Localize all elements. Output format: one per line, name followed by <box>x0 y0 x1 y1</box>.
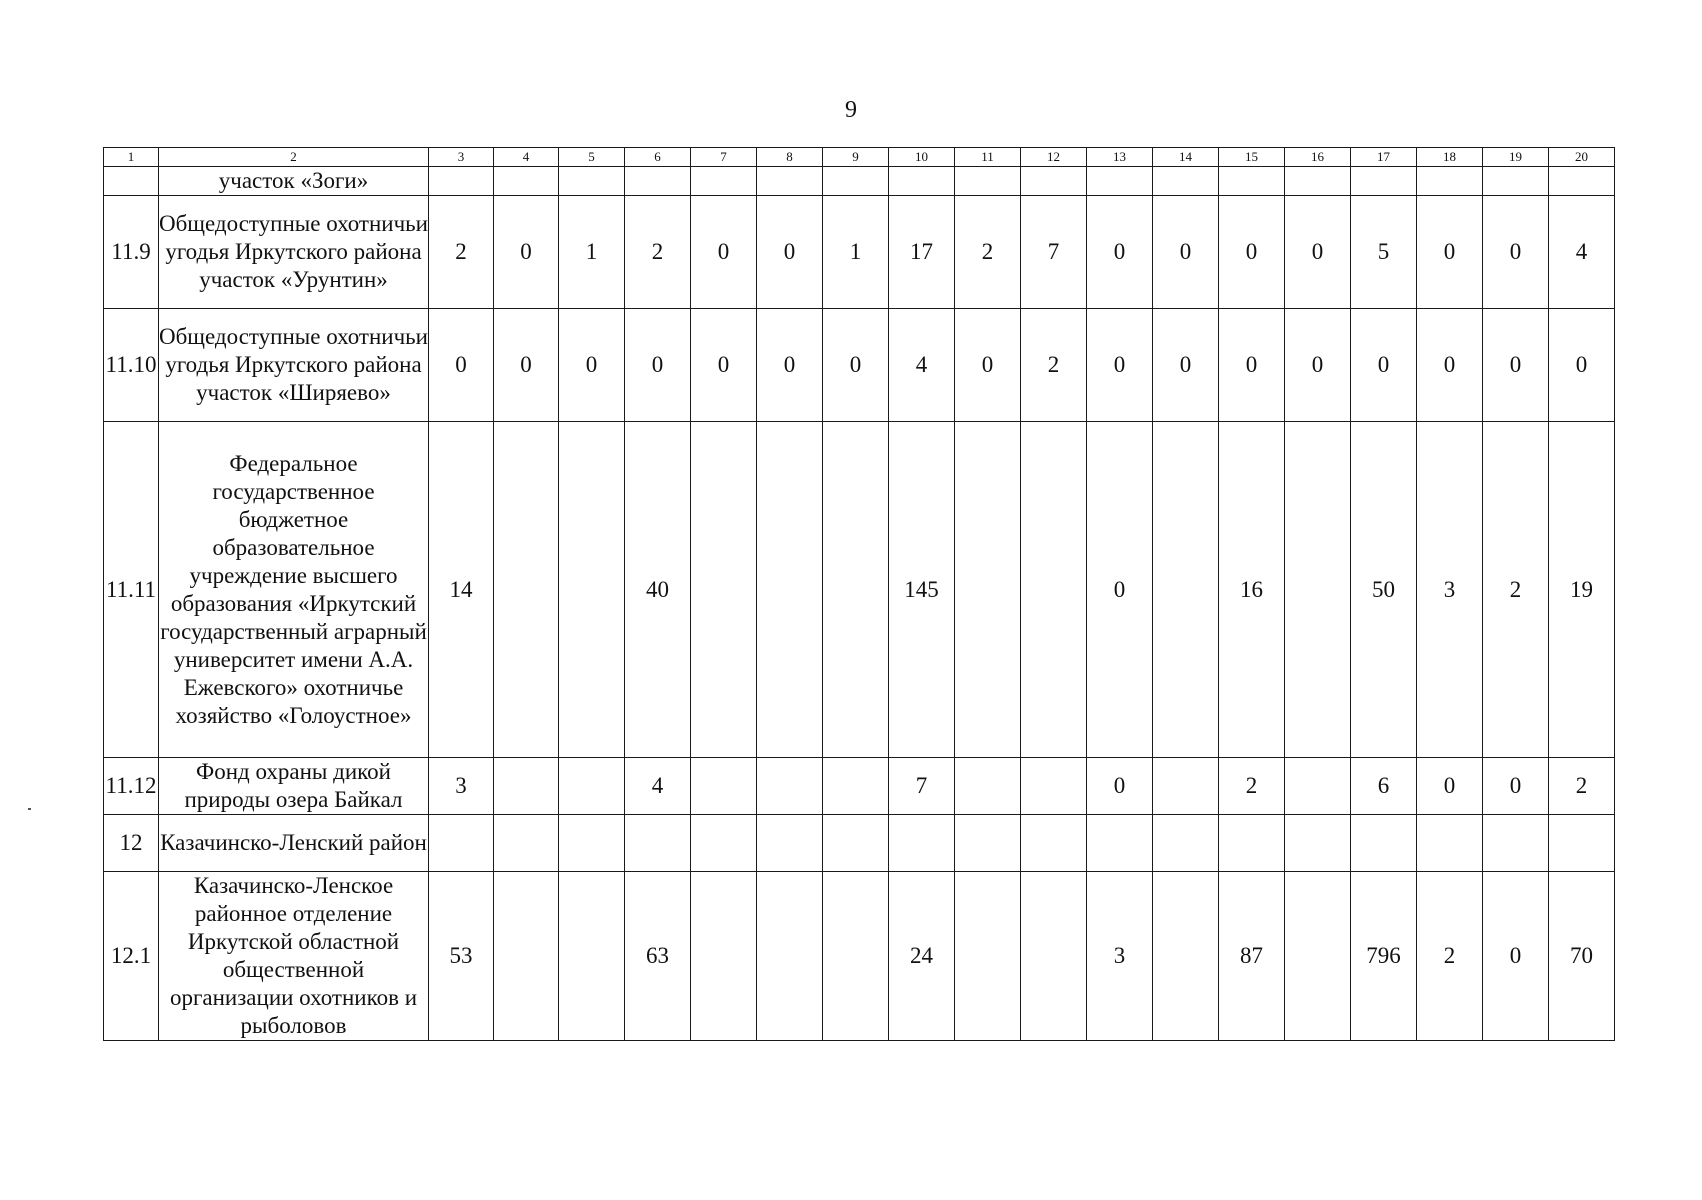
page-number: 9 <box>845 97 857 123</box>
row-name: Казачинско-Ленское районное отделение Иркутской областной общественной организации охотников и рыболовов <box>159 872 429 1041</box>
value-cell <box>889 167 955 196</box>
value-cell: 0 <box>1219 309 1285 422</box>
value-cell: 0 <box>1285 196 1351 309</box>
value-cell <box>955 815 1021 872</box>
column-number: 17 <box>1351 148 1417 167</box>
row-name: Общедоступные охотничьи угодья Иркутского района участок «Урунтин» <box>159 196 429 309</box>
column-number: 1 <box>104 148 159 167</box>
value-cell <box>1021 758 1087 815</box>
column-number: 13 <box>1087 148 1153 167</box>
value-cell <box>494 872 559 1041</box>
row-number: 11.11 <box>104 422 159 758</box>
value-cell: 0 <box>1417 196 1483 309</box>
value-cell <box>1417 167 1483 196</box>
value-cell <box>757 422 823 758</box>
row-number: 11.10 <box>104 309 159 422</box>
value-cell <box>1483 167 1549 196</box>
value-cell <box>823 872 889 1041</box>
value-cell: 0 <box>1219 196 1285 309</box>
column-number: 11 <box>955 148 1021 167</box>
value-cell <box>1483 815 1549 872</box>
row-name: участок «Зоги» <box>159 167 429 196</box>
value-cell <box>559 422 625 758</box>
value-cell: 1 <box>559 196 625 309</box>
value-cell: 796 <box>1351 872 1417 1041</box>
row-name: Федеральное государственное бюджетное образовательное учреждение высшего образования «Иркутский государственный аграрный университет имени А.А. Ежевского» охотничье хозяйство «Голоустное» <box>159 422 429 758</box>
column-number: 2 <box>159 148 429 167</box>
value-cell <box>1549 815 1615 872</box>
value-cell: 0 <box>1483 309 1549 422</box>
value-cell <box>1087 167 1153 196</box>
value-cell: 17 <box>889 196 955 309</box>
value-cell <box>1219 167 1285 196</box>
value-cell <box>1021 815 1087 872</box>
table-row <box>104 758 1615 815</box>
value-cell <box>1021 422 1087 758</box>
value-cell: 0 <box>1351 309 1417 422</box>
table-row <box>104 872 1615 1041</box>
value-cell: 2 <box>429 196 494 309</box>
value-cell: 0 <box>494 196 559 309</box>
value-cell <box>1285 422 1351 758</box>
value-cell <box>429 815 494 872</box>
value-cell: 0 <box>1153 196 1219 309</box>
value-cell: 0 <box>494 309 559 422</box>
column-number: 6 <box>625 148 691 167</box>
row-number: 11.12 <box>104 758 159 815</box>
value-cell <box>494 758 559 815</box>
value-cell <box>1153 422 1219 758</box>
value-cell: 19 <box>1549 422 1615 758</box>
value-cell: 0 <box>1285 309 1351 422</box>
value-cell <box>757 815 823 872</box>
value-cell: 2 <box>1483 422 1549 758</box>
value-cell: 5 <box>1351 196 1417 309</box>
value-cell: 2 <box>1417 872 1483 1041</box>
value-cell <box>1153 167 1219 196</box>
value-cell: 2 <box>955 196 1021 309</box>
value-cell <box>1351 167 1417 196</box>
value-cell <box>1219 815 1285 872</box>
value-cell: 53 <box>429 872 494 1041</box>
value-cell: 7 <box>889 758 955 815</box>
value-cell <box>691 167 757 196</box>
value-cell: 0 <box>625 309 691 422</box>
value-cell: 0 <box>1087 758 1153 815</box>
value-cell: 0 <box>1087 309 1153 422</box>
value-cell <box>889 815 955 872</box>
value-cell: 0 <box>559 309 625 422</box>
column-number: 7 <box>691 148 757 167</box>
value-cell <box>691 815 757 872</box>
value-cell <box>955 422 1021 758</box>
value-cell <box>1285 758 1351 815</box>
row-name: Общедоступные охотничьи угодья Иркутского района участок «Ширяево» <box>159 309 429 422</box>
table-row <box>104 309 1615 422</box>
value-cell <box>1549 167 1615 196</box>
column-number: 20 <box>1549 148 1615 167</box>
value-cell <box>1153 758 1219 815</box>
value-cell: 3 <box>1087 872 1153 1041</box>
data-table <box>103 147 1615 1041</box>
value-cell: 70 <box>1549 872 1615 1041</box>
value-cell: 0 <box>1417 309 1483 422</box>
column-number: 5 <box>559 148 625 167</box>
value-cell: 0 <box>691 309 757 422</box>
value-cell <box>1021 872 1087 1041</box>
value-cell: 7 <box>1021 196 1087 309</box>
value-cell: 0 <box>1153 309 1219 422</box>
table-row <box>104 815 1615 872</box>
column-number: 19 <box>1483 148 1549 167</box>
value-cell: 0 <box>1417 758 1483 815</box>
column-number: 9 <box>823 148 889 167</box>
value-cell: 0 <box>1549 309 1615 422</box>
value-cell: 0 <box>1483 196 1549 309</box>
value-cell <box>559 815 625 872</box>
value-cell: 16 <box>1219 422 1285 758</box>
value-cell: 0 <box>1483 872 1549 1041</box>
value-cell: 24 <box>889 872 955 1041</box>
column-number: 12 <box>1021 148 1087 167</box>
column-number: 4 <box>494 148 559 167</box>
value-cell <box>1285 167 1351 196</box>
value-cell: 50 <box>1351 422 1417 758</box>
value-cell: 0 <box>955 309 1021 422</box>
value-cell <box>1285 815 1351 872</box>
table-row <box>104 167 1615 196</box>
value-cell: 6 <box>1351 758 1417 815</box>
value-cell: 4 <box>889 309 955 422</box>
value-cell: 2 <box>625 196 691 309</box>
value-cell <box>625 815 691 872</box>
value-cell <box>1087 815 1153 872</box>
value-cell: 2 <box>1219 758 1285 815</box>
value-cell: 40 <box>625 422 691 758</box>
value-cell <box>823 167 889 196</box>
row-number: 11.9 <box>104 196 159 309</box>
row-number: 12 <box>104 815 159 872</box>
scan-speck <box>28 808 31 810</box>
value-cell <box>559 758 625 815</box>
value-cell <box>494 422 559 758</box>
row-number: 12.1 <box>104 872 159 1041</box>
column-number: 14 <box>1153 148 1219 167</box>
value-cell: 0 <box>691 196 757 309</box>
value-cell <box>1153 872 1219 1041</box>
value-cell: 2 <box>1549 758 1615 815</box>
value-cell: 14 <box>429 422 494 758</box>
value-cell <box>1351 815 1417 872</box>
value-cell <box>559 872 625 1041</box>
value-cell <box>429 167 494 196</box>
column-number-row <box>104 148 1615 167</box>
value-cell <box>559 167 625 196</box>
row-name: Фонд охраны дикой природы озера Байкал <box>159 758 429 815</box>
value-cell: 145 <box>889 422 955 758</box>
value-cell <box>691 758 757 815</box>
value-cell <box>823 815 889 872</box>
value-cell: 0 <box>757 196 823 309</box>
value-cell: 0 <box>823 309 889 422</box>
value-cell <box>1021 167 1087 196</box>
value-cell <box>757 872 823 1041</box>
row-number <box>104 167 159 196</box>
table-row <box>104 422 1615 758</box>
value-cell <box>625 167 691 196</box>
value-cell <box>494 167 559 196</box>
column-number: 15 <box>1219 148 1285 167</box>
value-cell <box>494 815 559 872</box>
value-cell: 0 <box>1483 758 1549 815</box>
value-cell <box>823 758 889 815</box>
value-cell <box>1417 815 1483 872</box>
value-cell: 87 <box>1219 872 1285 1041</box>
value-cell: 0 <box>429 309 494 422</box>
value-cell <box>955 872 1021 1041</box>
value-cell: 3 <box>429 758 494 815</box>
value-cell: 0 <box>1087 196 1153 309</box>
value-cell <box>691 422 757 758</box>
column-number: 18 <box>1417 148 1483 167</box>
value-cell <box>757 167 823 196</box>
value-cell: 1 <box>823 196 889 309</box>
table-row <box>104 196 1615 309</box>
column-number: 16 <box>1285 148 1351 167</box>
value-cell: 4 <box>625 758 691 815</box>
value-cell <box>1153 815 1219 872</box>
value-cell: 0 <box>757 309 823 422</box>
row-name: Казачинско-Ленский район <box>159 815 429 872</box>
value-cell <box>691 872 757 1041</box>
value-cell <box>955 167 1021 196</box>
value-cell: 0 <box>1087 422 1153 758</box>
column-number: 3 <box>429 148 494 167</box>
value-cell <box>823 422 889 758</box>
value-cell: 2 <box>1021 309 1087 422</box>
value-cell: 4 <box>1549 196 1615 309</box>
value-cell: 3 <box>1417 422 1483 758</box>
value-cell <box>757 758 823 815</box>
column-number: 8 <box>757 148 823 167</box>
value-cell <box>955 758 1021 815</box>
value-cell <box>1285 872 1351 1041</box>
value-cell: 63 <box>625 872 691 1041</box>
column-number: 10 <box>889 148 955 167</box>
